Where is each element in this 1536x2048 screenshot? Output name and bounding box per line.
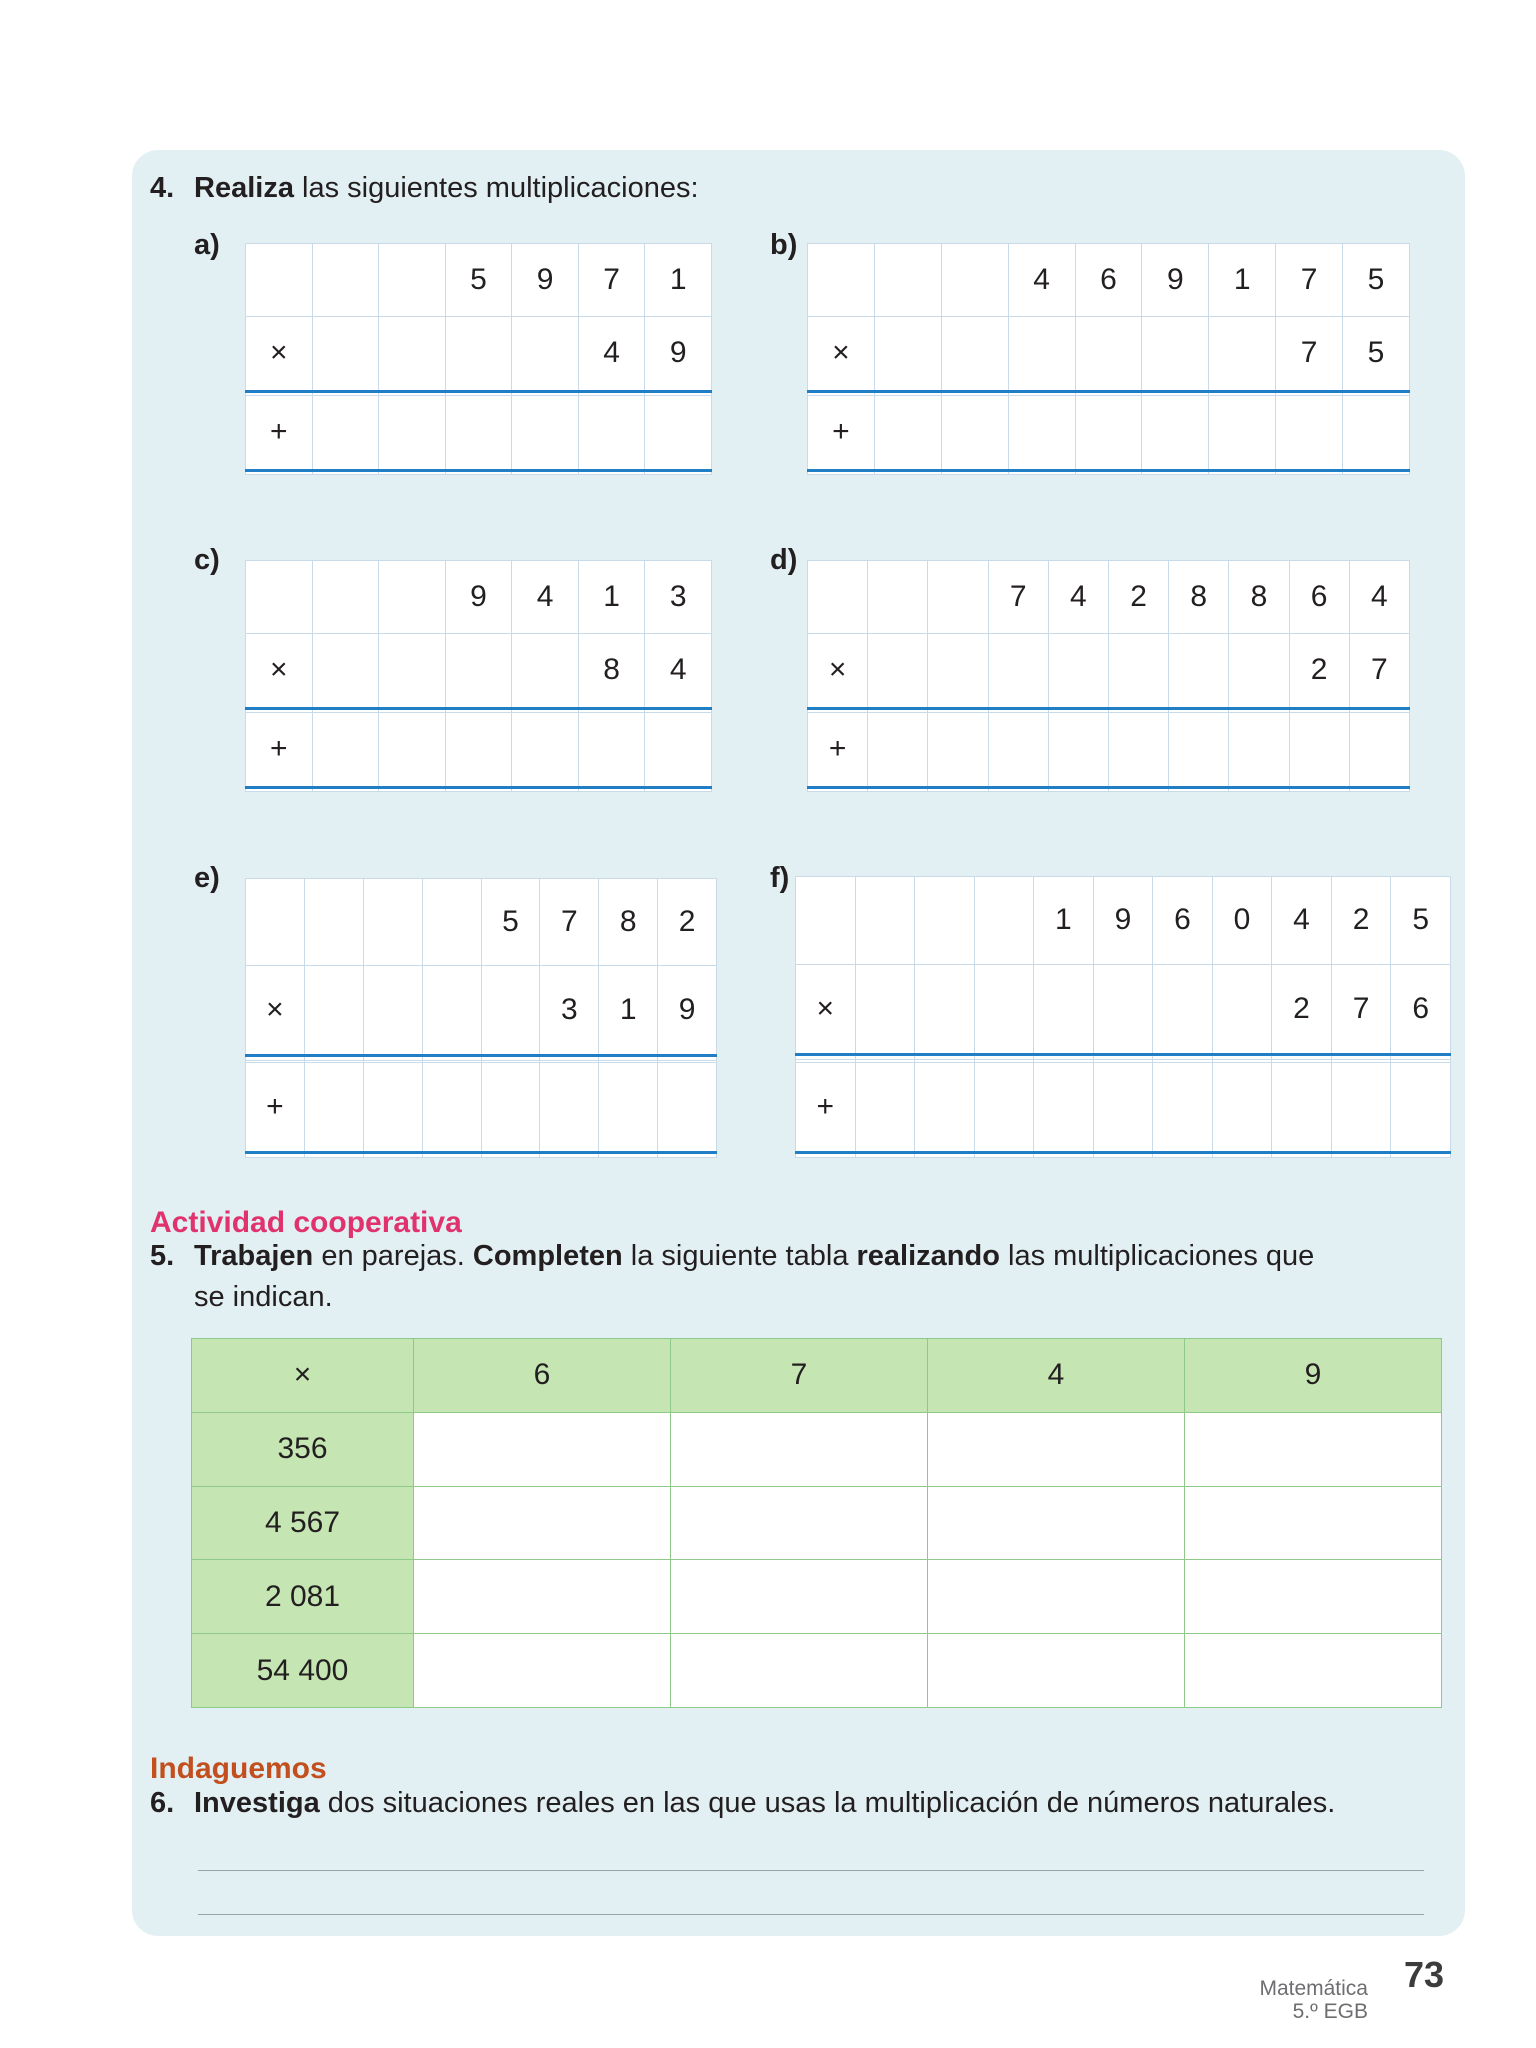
digit-cell: 6 — [1075, 244, 1142, 317]
digit-cell: 6 — [1289, 561, 1349, 634]
answer-cell[interactable] — [928, 1486, 1185, 1560]
times-sign: × — [808, 633, 868, 708]
answer-cell[interactable] — [1008, 316, 1075, 391]
answer-cell[interactable] — [379, 244, 446, 317]
digit-cell: 7 — [1349, 633, 1409, 708]
answer-cell[interactable] — [645, 395, 712, 470]
plus-sign: + — [808, 712, 868, 787]
answer-cell[interactable] — [414, 1560, 671, 1634]
times-sign: × — [796, 964, 856, 1054]
grid-row — [246, 1152, 717, 1157]
question-4-verb: Realiza — [194, 172, 294, 204]
table-header-cell: 7 — [671, 1339, 928, 1413]
question-5-text-1: en parejas. — [313, 1240, 473, 1272]
answer-cell[interactable] — [578, 395, 645, 470]
digit-cell: 2 — [1272, 964, 1332, 1054]
digit-cell: 4 — [1349, 561, 1409, 634]
answer-cell[interactable] — [1349, 787, 1409, 791]
cooperative-activity-heading: Actividad cooperativa — [150, 1206, 462, 1239]
digit-cell: 7 — [988, 561, 1048, 634]
answer-cell[interactable] — [915, 877, 975, 965]
grid-row — [796, 1062, 1451, 1152]
question-5-number: 5. — [150, 1240, 175, 1272]
answer-cell[interactable] — [671, 1560, 928, 1634]
answer-cell[interactable] — [1075, 316, 1142, 391]
answer-cell[interactable] — [988, 633, 1048, 708]
answer-cell[interactable] — [512, 470, 579, 474]
table-row-header: 2 081 — [192, 1560, 414, 1634]
answer-cell[interactable] — [874, 244, 941, 317]
digit-cell: 9 — [658, 966, 717, 1056]
answer-cell[interactable] — [246, 244, 313, 317]
digit-cell: 5 — [481, 879, 540, 966]
plus-sign: + — [246, 395, 313, 470]
plus-sign: + — [808, 395, 875, 470]
digit-cell: 2 — [1331, 877, 1391, 965]
table-row — [192, 1634, 1442, 1708]
answer-cell[interactable] — [578, 712, 645, 787]
grid-row — [246, 316, 712, 391]
grid-c-label: c) — [194, 544, 220, 576]
answer-cell[interactable] — [1276, 395, 1343, 470]
answer-cell[interactable] — [512, 712, 579, 787]
grid-row — [808, 561, 1410, 634]
answer-cell[interactable] — [915, 1062, 975, 1152]
table-row — [192, 1412, 1442, 1486]
answer-cell[interactable] — [928, 561, 988, 634]
grid-d-label: d) — [770, 544, 798, 576]
grid-row — [808, 470, 1410, 474]
answer-cell[interactable] — [1048, 633, 1108, 708]
digit-cell: 9 — [445, 561, 512, 634]
digit-cell: 2 — [1289, 633, 1349, 708]
grid-row — [246, 712, 712, 787]
answer-cell[interactable] — [874, 470, 941, 474]
answer-cell[interactable] — [1276, 470, 1343, 474]
answer-cell[interactable] — [645, 712, 712, 787]
answer-cell[interactable] — [808, 470, 875, 474]
table-header-cell: 4 — [928, 1339, 1185, 1413]
answer-cell[interactable] — [1093, 1152, 1153, 1157]
answer-cell[interactable] — [1185, 1634, 1442, 1708]
multiplication-table — [191, 1338, 1442, 1708]
answer-cell[interactable] — [1229, 633, 1289, 708]
digit-cell: 6 — [1153, 877, 1213, 965]
table-header-cell: 6 — [414, 1339, 671, 1413]
answer-cell[interactable] — [512, 395, 579, 470]
answer-cell[interactable] — [1349, 712, 1409, 787]
multiplication-grid-a — [245, 243, 712, 475]
answer-cell[interactable] — [414, 1412, 671, 1486]
digit-cell: 3 — [540, 966, 599, 1056]
answer-cell[interactable] — [445, 712, 512, 787]
question-5-verb-2: Completen — [472, 1240, 623, 1272]
answer-cell[interactable] — [414, 1486, 671, 1560]
answer-cell[interactable] — [1093, 964, 1153, 1054]
grid-row — [796, 1152, 1451, 1157]
digit-cell: 7 — [1331, 964, 1391, 1054]
answer-cell[interactable] — [974, 877, 1034, 965]
answer-cell[interactable] — [1289, 787, 1349, 791]
answer-cell[interactable] — [1108, 712, 1168, 787]
answer-cell[interactable] — [1075, 470, 1142, 474]
answer-cell[interactable] — [312, 561, 379, 634]
digit-cell: 7 — [540, 879, 599, 966]
digit-cell: 4 — [1008, 244, 1075, 317]
answer-cell[interactable] — [868, 787, 928, 791]
times-sign: × — [808, 316, 875, 391]
answer-cell[interactable] — [974, 1152, 1034, 1157]
answer-cell[interactable] — [1169, 633, 1229, 708]
digit-cell: 7 — [1276, 316, 1343, 391]
digit-cell: 5 — [1343, 316, 1410, 391]
answer-cell[interactable] — [422, 879, 481, 966]
answer-cell[interactable] — [379, 470, 446, 474]
answer-cell[interactable] — [874, 395, 941, 470]
answer-cell[interactable] — [928, 1412, 1185, 1486]
answer-cell[interactable] — [941, 470, 1008, 474]
question-6 — [150, 1782, 1335, 1824]
indaguemos-heading: Indaguemos — [150, 1752, 327, 1785]
grid-f-label: f) — [770, 862, 790, 894]
question-6-verb: Investiga — [194, 1787, 320, 1819]
digit-cell: 5 — [1343, 244, 1410, 317]
answer-cell[interactable] — [1153, 964, 1213, 1054]
answer-cell[interactable] — [1034, 1152, 1094, 1157]
answer-cell[interactable] — [1008, 470, 1075, 474]
answer-cell[interactable] — [1289, 712, 1349, 787]
answer-cell[interactable] — [312, 712, 379, 787]
answer-cell[interactable] — [645, 470, 712, 474]
answer-cell[interactable] — [941, 316, 1008, 391]
answer-cell[interactable] — [1169, 787, 1229, 791]
answer-cell[interactable] — [312, 787, 379, 791]
digit-cell: 1 — [578, 561, 645, 634]
times-sign: × — [246, 966, 305, 1056]
answer-cell[interactable] — [312, 470, 379, 474]
question-4-number: 4. — [150, 172, 175, 204]
answer-cell[interactable] — [246, 879, 305, 966]
answer-cell[interactable] — [312, 316, 379, 391]
answer-cell[interactable] — [855, 1152, 915, 1157]
multiplication-grid-e — [245, 878, 717, 1158]
answer-cell[interactable] — [671, 1634, 928, 1708]
answer-cell[interactable] — [304, 966, 363, 1056]
answer-cell[interactable] — [796, 1152, 856, 1157]
answer-cell[interactable] — [928, 1634, 1185, 1708]
digit-cell: 4 — [1048, 561, 1108, 634]
answer-cell[interactable] — [304, 879, 363, 966]
answer-cell[interactable] — [1272, 1152, 1332, 1157]
digit-cell: 1 — [1034, 877, 1094, 965]
answer-cell[interactable] — [796, 877, 856, 965]
digit-cell: 8 — [1229, 561, 1289, 634]
answer-cell[interactable] — [422, 966, 481, 1056]
digit-cell: 5 — [445, 244, 512, 317]
question-6-number: 6. — [150, 1787, 175, 1819]
answer-cell[interactable] — [1169, 712, 1229, 787]
answer-cell[interactable] — [988, 787, 1048, 791]
times-sign: × — [246, 633, 313, 708]
answer-cell[interactable] — [671, 1412, 928, 1486]
answer-cell[interactable] — [671, 1486, 928, 1560]
answer-cell[interactable] — [379, 316, 446, 391]
answer-cell[interactable] — [974, 1062, 1034, 1152]
answer-cell[interactable] — [1185, 1560, 1442, 1634]
answer-cell[interactable] — [1075, 395, 1142, 470]
digit-cell: 2 — [1108, 561, 1168, 634]
digit-cell: 0 — [1212, 877, 1272, 965]
digit-cell: 5 — [1391, 877, 1451, 965]
answer-cell[interactable] — [658, 1152, 717, 1157]
digit-cell: 3 — [645, 561, 712, 634]
answer-cell[interactable] — [422, 1152, 481, 1157]
digit-cell: 8 — [1169, 561, 1229, 634]
answer-cell[interactable] — [658, 1063, 717, 1153]
answer-cell[interactable] — [363, 1063, 422, 1153]
digit-cell: 9 — [512, 244, 579, 317]
answer-cell[interactable] — [363, 966, 422, 1056]
answer-cell[interactable] — [1209, 470, 1276, 474]
answer-cell[interactable] — [1034, 964, 1094, 1054]
grid-a-label: a) — [194, 229, 220, 261]
grid-row — [808, 395, 1410, 470]
question-4 — [150, 167, 699, 209]
answer-cell[interactable] — [481, 1063, 540, 1153]
answer-cell[interactable] — [1048, 787, 1108, 791]
grid-row — [246, 787, 712, 791]
answer-cell[interactable] — [941, 244, 1008, 317]
answer-line[interactable] — [198, 1914, 1424, 1915]
answer-line[interactable] — [198, 1870, 1424, 1871]
answer-cell[interactable] — [928, 1560, 1185, 1634]
question-6-text: dos situaciones reales en las que usas la multiplicación de números naturales. — [319, 1787, 1336, 1819]
answer-cell[interactable] — [599, 1152, 658, 1157]
answer-cell[interactable] — [855, 1062, 915, 1152]
grid-row — [246, 1063, 717, 1153]
digit-cell: 9 — [1093, 877, 1153, 965]
answer-cell[interactable] — [363, 879, 422, 966]
answer-cell[interactable] — [422, 1063, 481, 1153]
answer-cell[interactable] — [941, 395, 1008, 470]
answer-cell[interactable] — [1331, 1062, 1391, 1152]
digit-cell: 9 — [645, 316, 712, 391]
answer-cell[interactable] — [445, 633, 512, 708]
answer-cell[interactable] — [512, 316, 579, 391]
question-5-verb-1: Trabajen — [194, 1240, 314, 1272]
answer-cell[interactable] — [1142, 470, 1209, 474]
answer-cell[interactable] — [928, 712, 988, 787]
answer-cell[interactable] — [868, 633, 928, 708]
page-number: 73 — [1404, 1954, 1445, 1995]
answer-cell[interactable] — [379, 712, 446, 787]
answer-cell[interactable] — [1391, 1152, 1451, 1157]
answer-cell[interactable] — [1331, 1152, 1391, 1157]
answer-cell[interactable] — [1229, 787, 1289, 791]
answer-cell[interactable] — [1153, 1152, 1213, 1157]
table-row — [192, 1486, 1442, 1560]
digit-cell: 1 — [645, 244, 712, 317]
answer-cell[interactable] — [379, 395, 446, 470]
answer-cell[interactable] — [304, 1063, 363, 1153]
grid-row — [246, 879, 717, 966]
answer-cell[interactable] — [578, 787, 645, 791]
question-5-text-4: se indican. — [194, 1281, 333, 1313]
answer-cell[interactable] — [1108, 787, 1168, 791]
answer-cell[interactable] — [1343, 470, 1410, 474]
answer-cell[interactable] — [1142, 316, 1209, 391]
grid-row — [246, 633, 712, 708]
plus-sign: + — [246, 1063, 305, 1153]
answer-cell[interactable] — [379, 561, 446, 634]
multiplication-grid-c — [245, 560, 712, 792]
answer-cell[interactable] — [915, 964, 975, 1054]
answer-cell[interactable] — [974, 964, 1034, 1054]
answer-cell[interactable] — [1185, 1486, 1442, 1560]
question-5 — [150, 1236, 1446, 1318]
answer-cell[interactable] — [1209, 316, 1276, 391]
answer-cell[interactable] — [540, 1063, 599, 1153]
digit-cell: 4 — [578, 316, 645, 391]
digit-cell: 1 — [599, 966, 658, 1056]
answer-cell[interactable] — [988, 712, 1048, 787]
grid-row — [808, 633, 1410, 708]
answer-cell[interactable] — [1391, 1062, 1451, 1152]
digit-cell: 8 — [578, 633, 645, 708]
answer-cell[interactable] — [246, 1152, 305, 1157]
answer-cell[interactable] — [1212, 1152, 1272, 1157]
answer-cell[interactable] — [246, 787, 313, 791]
answer-cell[interactable] — [445, 316, 512, 391]
answer-cell[interactable] — [445, 787, 512, 791]
answer-cell[interactable] — [1212, 1062, 1272, 1152]
grid-row — [796, 877, 1451, 965]
grid-row — [808, 787, 1410, 791]
answer-cell[interactable] — [379, 633, 446, 708]
grid-row — [796, 964, 1451, 1054]
answer-cell[interactable] — [855, 877, 915, 965]
answer-cell[interactable] — [481, 966, 540, 1056]
answer-cell[interactable] — [512, 787, 579, 791]
grid-e-label: e) — [194, 862, 220, 894]
answer-cell[interactable] — [928, 633, 988, 708]
plus-sign: + — [246, 712, 313, 787]
digit-cell: 7 — [578, 244, 645, 317]
question-5-text-2: la siguiente tabla — [622, 1240, 857, 1272]
table-corner-cell: × — [192, 1339, 414, 1413]
answer-cell[interactable] — [1212, 964, 1272, 1054]
table-row-header: 356 — [192, 1412, 414, 1486]
table-header-cell: 9 — [1185, 1339, 1442, 1413]
answer-cell[interactable] — [1142, 395, 1209, 470]
answer-cell[interactable] — [599, 1063, 658, 1153]
answer-cell[interactable] — [246, 470, 313, 474]
table-header-row — [192, 1339, 1442, 1413]
grid-row — [808, 712, 1410, 787]
table-row-header: 54 400 — [192, 1634, 414, 1708]
answer-cell[interactable] — [414, 1634, 671, 1708]
answer-cell[interactable] — [312, 244, 379, 317]
answer-cell[interactable] — [445, 470, 512, 474]
answer-cell[interactable] — [312, 395, 379, 470]
digit-cell: 6 — [1391, 964, 1451, 1054]
digit-cell: 7 — [1276, 244, 1343, 317]
answer-cell[interactable] — [1272, 1062, 1332, 1152]
answer-cell[interactable] — [312, 633, 379, 708]
grid-row — [246, 395, 712, 470]
answer-cell[interactable] — [512, 633, 579, 708]
question-4-text: las siguientes multiplicaciones: — [293, 172, 699, 204]
footer-grade: 5.º EGB — [1292, 2000, 1368, 2023]
answer-cell[interactable] — [481, 1152, 540, 1157]
answer-cell[interactable] — [1153, 1062, 1213, 1152]
answer-cell[interactable] — [874, 316, 941, 391]
plus-sign: + — [796, 1062, 856, 1152]
times-sign: × — [246, 316, 313, 391]
answer-cell[interactable] — [363, 1152, 422, 1157]
digit-cell: 4 — [645, 633, 712, 708]
answer-cell[interactable] — [1209, 395, 1276, 470]
table-row-header: 4 567 — [192, 1486, 414, 1560]
answer-cell[interactable] — [808, 561, 868, 634]
digit-cell: 9 — [1142, 244, 1209, 317]
answer-cell[interactable] — [645, 787, 712, 791]
digit-cell: 8 — [599, 879, 658, 966]
multiplication-grid-f — [795, 876, 1451, 1158]
question-5-text-3: las multiplicaciones que — [999, 1240, 1315, 1272]
answer-cell[interactable] — [304, 1152, 363, 1157]
multiplication-grid-d — [807, 560, 1410, 792]
answer-cell[interactable] — [808, 244, 875, 317]
answer-cell[interactable] — [578, 470, 645, 474]
multiplication-grid-b — [807, 243, 1410, 475]
answer-cell[interactable] — [379, 787, 446, 791]
answer-cell[interactable] — [540, 1152, 599, 1157]
question-5-verb-3: realizando — [856, 1240, 1000, 1272]
grid-row — [246, 966, 717, 1056]
digit-cell: 2 — [658, 879, 717, 966]
answer-cell[interactable] — [868, 561, 928, 634]
answer-cell[interactable] — [445, 395, 512, 470]
digit-cell: 4 — [1272, 877, 1332, 965]
answer-cell[interactable] — [915, 1152, 975, 1157]
answer-cell[interactable] — [855, 964, 915, 1054]
answer-cell[interactable] — [246, 561, 313, 634]
answer-cell[interactable] — [1008, 395, 1075, 470]
answer-cell[interactable] — [928, 787, 988, 791]
answer-cell[interactable] — [1093, 1062, 1153, 1152]
grid-b-label: b) — [770, 229, 798, 261]
digit-cell: 4 — [512, 561, 579, 634]
footer-subject: Matemática — [1259, 1977, 1368, 2000]
grid-row — [808, 316, 1410, 391]
answer-cell[interactable] — [1048, 712, 1108, 787]
answer-cell[interactable] — [1034, 1062, 1094, 1152]
grid-row — [808, 244, 1410, 317]
answer-cell[interactable] — [808, 787, 868, 791]
digit-cell: 1 — [1209, 244, 1276, 317]
answer-cell[interactable] — [868, 712, 928, 787]
grid-row — [246, 244, 712, 317]
answer-cell[interactable] — [1108, 633, 1168, 708]
grid-row — [246, 470, 712, 474]
answer-cell[interactable] — [1229, 712, 1289, 787]
answer-cell[interactable] — [1343, 395, 1410, 470]
answer-cell[interactable] — [1185, 1412, 1442, 1486]
grid-row — [246, 561, 712, 634]
table-row — [192, 1560, 1442, 1634]
